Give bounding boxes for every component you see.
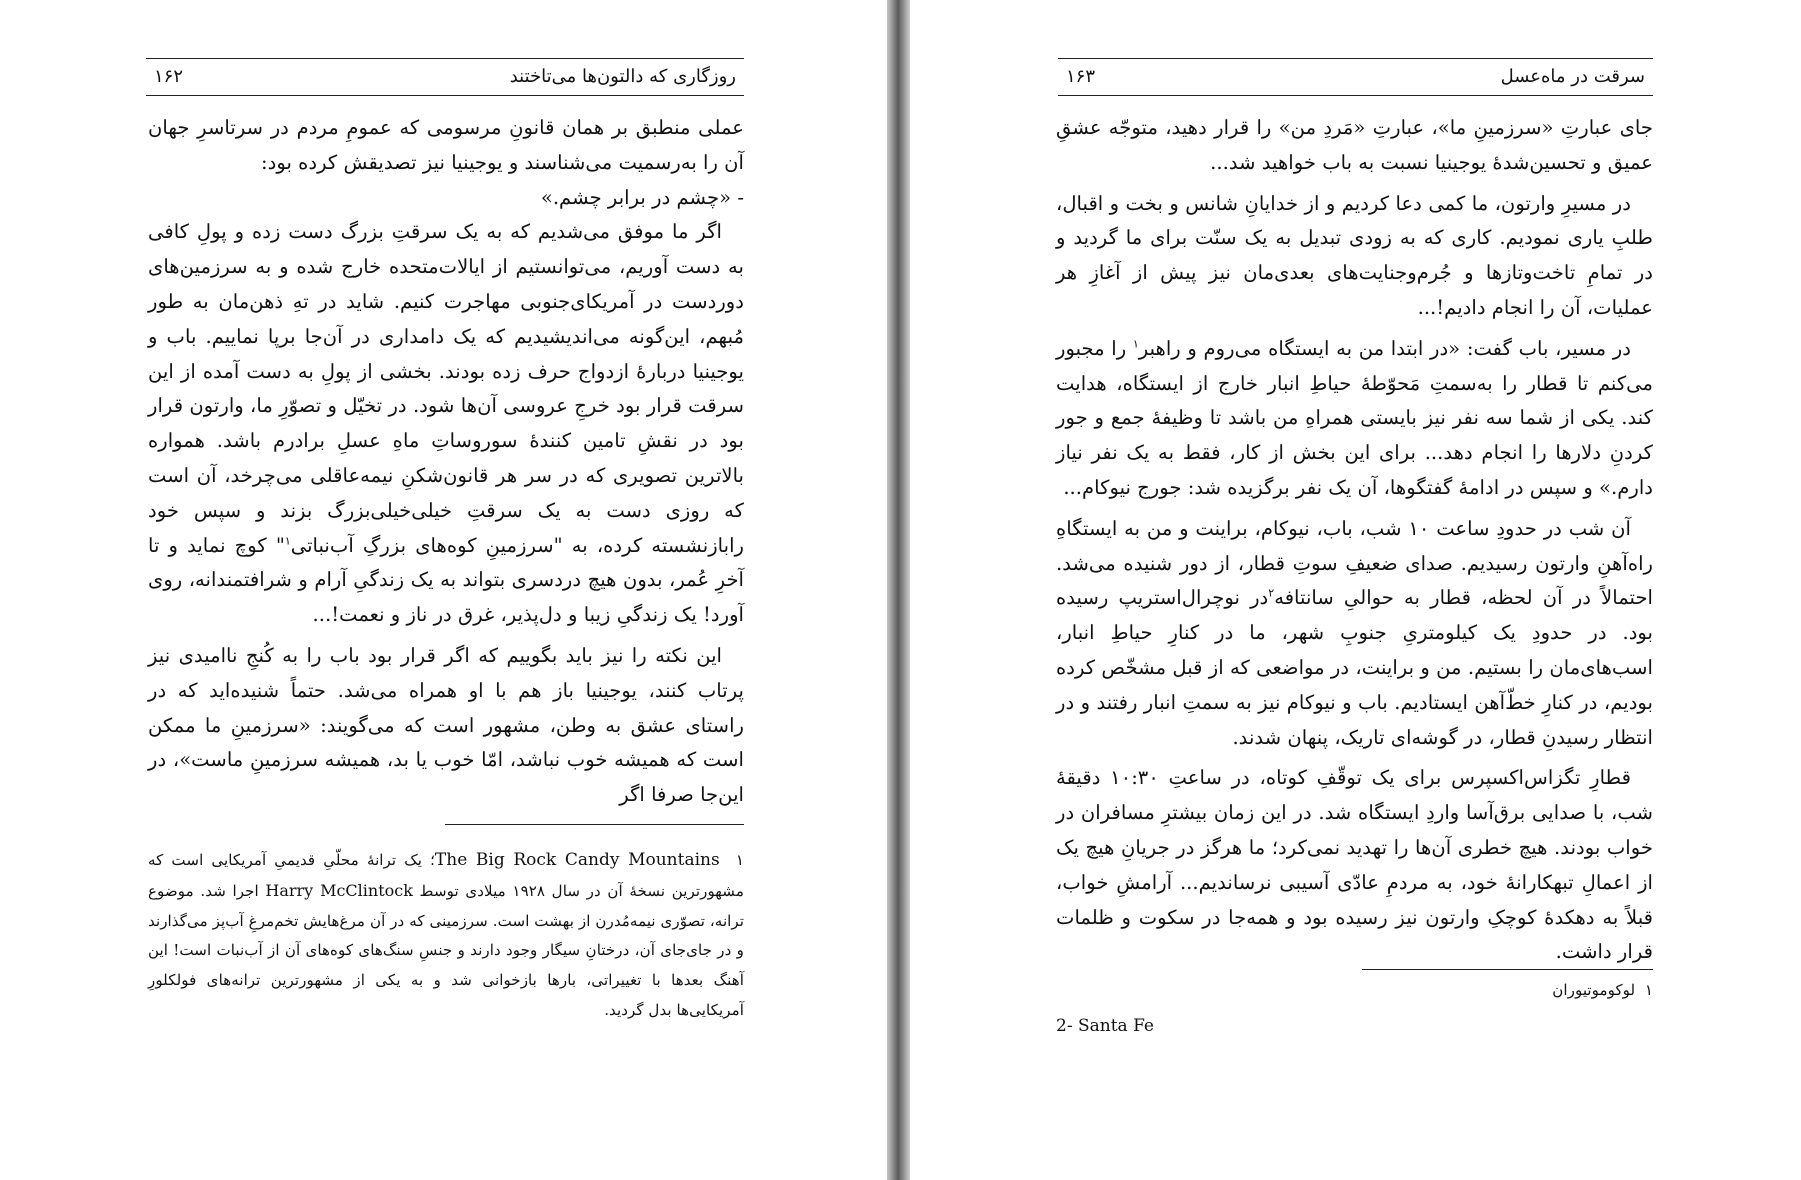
left-running-title: روزگاری که دالتون‌ها می‌تاختند bbox=[509, 66, 736, 87]
left-page-number: ۱۶۲ bbox=[154, 66, 184, 87]
paragraph-text: در مسیر، باب گفت: «در ابتدا من به ایستگاه می‌روم و راهبر bbox=[1138, 336, 1631, 360]
footnote-rule bbox=[445, 824, 744, 825]
paragraph: جای عبارتِ «سرزمینِ ما»، عبارتِ «مَردِ من» را قرار دهید، متوجّه عشقِ عمیق و تحسین‌شدهٔ یوجینیا نسبت به باب خواهید شد... bbox=[1056, 116, 1653, 174]
footnote-text: اجرا شد. موضوع ترانه، تصوّری نیمه‌مُدرن از بهشت است. سرزمینی که در آن مرغ‌هایش تخم‌مرغِ آب‌پز می‌گذارند و در جای‌جای آن، درختانِ سیگار وجود دارند و جنسِ سنگ‌های کوه‌های آن از آب‌نبات است! این آهنگ بعدها با تغییراتی، بارها بازخوانی شد و به یکی از مشهورترین ترانه‌های فولکلورِ آمریکایی‌ها بدل گردید. bbox=[148, 881, 744, 1019]
footnote-reference: ۱ bbox=[284, 534, 291, 548]
footnote-text: Santa Fe bbox=[1077, 1015, 1154, 1036]
paragraph bbox=[1056, 512, 1653, 756]
paragraph-text: را مجبور می‌کنم تا قطار را به‌سمتِ مَحوّطهٔ حیاطِ انبار خارج از ایستگاه، هدایت کند. یکی از شما سه نفر نیز بایستی همراهِ من باشد تا وظیفهٔ جمع و جور کردنِ دلارها را انجام دهد... برای این بخش از کار، فقط به یک نفر نیاز دارم.» و سپس در ادامهٔ گفتگوها، آن یک نفر برگزیده شد: جورج نیوکام... bbox=[1056, 336, 1653, 499]
footnote-number: 2- bbox=[1056, 1015, 1073, 1036]
footnote-number: ۱ bbox=[1644, 981, 1653, 999]
right-footnotes bbox=[1056, 976, 1653, 1042]
footnote bbox=[148, 846, 744, 1026]
right-page-header bbox=[1058, 58, 1653, 96]
paragraph-text: " کوچ نماید و تا آخرِ عُمر، بدون هیچ دردسری بتواند به یک زندگیِ آرام و شرافتمندانه، روی آورد! یک زندگیِ زیبا و دل‌پذیر، غرق در ناز و نعمت!... bbox=[148, 533, 744, 627]
paragraph: عملی منطبق بر همان قانونِ مرسومی که عمومِ مردم در سرتاسرِ جهان آن را به‌رسمیت می‌شناسند و یوجینیا نیز تصدیقش کرده بود: bbox=[148, 116, 744, 174]
paragraph bbox=[1056, 332, 1653, 506]
footnote-latin-title: The Big Rock Candy Mountains bbox=[434, 850, 720, 870]
quote-line: - «چشم در برابر چشم.» bbox=[540, 185, 744, 209]
paragraph bbox=[148, 215, 744, 633]
left-footnotes bbox=[148, 846, 744, 1026]
footnote bbox=[1056, 976, 1653, 1006]
left-page bbox=[0, 0, 887, 1180]
paragraph-text: اگر ما موفق می‌شدیم که به یک سرقتِ بزرگ دست زده و پولِ کافی به دست آوریم، می‌توانستیم از ایالات‌متحده خارج شده و به سرزمین‌های دوردست در آمریکای‌جنوبی مهاجرت کنیم. شاید در تهِ ذهن‌مان به طور مُبهم، این‌گونه می‌اندیشیدیم که یک دامداری در آن‌جا برپا نماییم. باب و یوجینیا دربارهٔ ازدواج حرف زده بودند. بخشی از پولِ به دست آمده از این سرقت قرار بود خرجِ عروسی آن‌ها شود. در تخیّل و تصوّرِ ما، وارتون قرار بود در نقشِ تامین کنندهٔ سوروساتِ ماهِ عسلِ برادرم باشد. همواره بالاترین تصویری که در سر هر قانون‌شکنِ نیمه‌عاقلی می‌چرخد، آن است که روزی دست به یک سرقتِ خیلی‌خیلی‌بزرگ بزند و سپس خود رابازنشسته کرده، به "سرزمینِ کوه‌های بزرگِ آب‌نباتی bbox=[148, 220, 744, 557]
right-page-number: ۱۶۳ bbox=[1066, 66, 1096, 87]
footnote-number: ۱ bbox=[735, 851, 745, 869]
right-running-title: سرقت در ماه‌عسل bbox=[1500, 66, 1645, 87]
footnote-reference: ۲ bbox=[1268, 586, 1275, 600]
right-page-body bbox=[1056, 111, 1653, 970]
paragraph: این نکته را نیز باید بگوییم که اگر قرار بود باب را به کُنجِ ناامیدی نیز پرتاب کنند، یوجینیا باز هم با او همراه می‌شد. حتماً شنیده‌اید که در راستای عشق به وطن، مشهور است که می‌گویند: «سرزمینِ ما ممکن است که همیشه خوب نباشد، امّا خوب یا بد، همیشه سرزمینِ ماست»، در این‌جا صرفا اگر bbox=[148, 643, 744, 807]
left-page-header bbox=[146, 58, 744, 96]
paragraph-text: آن شب در حدودِ ساعت ۱۰ شب، باب، نیوکام، براینت و من به ایستگاهِ راه‌آهنِ وارتون رسیدیم. صدای ضعیفِ سوتِ قطار، از دور شنیده می‌شد. احتمالاً در آن لحظه، قطار به حوالیِ سانتافه bbox=[1056, 516, 1654, 610]
footnote-text: ؛ یک ترانهٔ محلّیِ قدیمیِ آمریکایی است که مشهورترین نسخهٔ آن در سال ۱۹۲۸ میلادی توسط bbox=[148, 851, 744, 900]
right-page bbox=[910, 0, 1801, 1180]
paragraph-text: در نوچرال‌استریپ رسیده بود. در حدودِ یک کیلومتریِ جنوبِ شهر، ما در کنارِ حیاطِ انبار، اسب‌های‌مان را بستیم. من و براینت، در مواضعی که از قبل مشخّص کرده بودیم، در کنارِ خطّ‌آهن ایستادیم. باب و نیوکام نیز به سمتِ انبار رفتند و در انتظار رسیدنِ قطار، در گوشه‌ای تاریک، پنهان شدند. bbox=[1056, 586, 1653, 749]
footnote bbox=[1056, 1012, 1653, 1042]
footnote-latin-name: Harry McClintock bbox=[265, 880, 413, 900]
left-page-body bbox=[148, 111, 744, 813]
book-spine-divider bbox=[887, 0, 910, 1180]
paragraph: قطارِ تگزاس‌اکسپرس برای یک توقّفِ کوتاه، در ساعتِ ۱۰:۳۰ دقیقهٔ شب، با صدایی برق‌آسا واردِ ایستگاه شد. در این زمان بیشترِ مسافران در خواب بودند. هیچ خطری آن‌ها را تهدید نمی‌کرد؛ ما هرگز در جریانِ هیچ یک از اعمالِ تبهکارانهٔ خود، به مردمِ عادّی آسیبی نرساندیم... آرامشِ خواب، قبلاً به دهکدهٔ کوچکِ وارتون نیز رسیده بود و همه‌جا در سکوت و ظلمات قرار داشت. bbox=[1056, 766, 1653, 964]
footnote-text: لوکوموتیوران bbox=[1552, 981, 1636, 999]
footnote-rule bbox=[1362, 969, 1653, 970]
footnote-reference: ۱ bbox=[1132, 337, 1139, 351]
paragraph: در مسیرِ وارتون، ما کمی دعا کردیم و از خدایانِ شانس و بخت و اقبال، طلبِ یاری نمودیم. کاری که به زودی تبدیل به یک سنّت برای ما گردید و در تمامِ تاخت‌وتازها و جُرم‌وجنایت‌های بعدی‌مان نیز پیش از آغازِ هر عملیات، آن را انجام دادیم!... bbox=[1056, 191, 1653, 319]
